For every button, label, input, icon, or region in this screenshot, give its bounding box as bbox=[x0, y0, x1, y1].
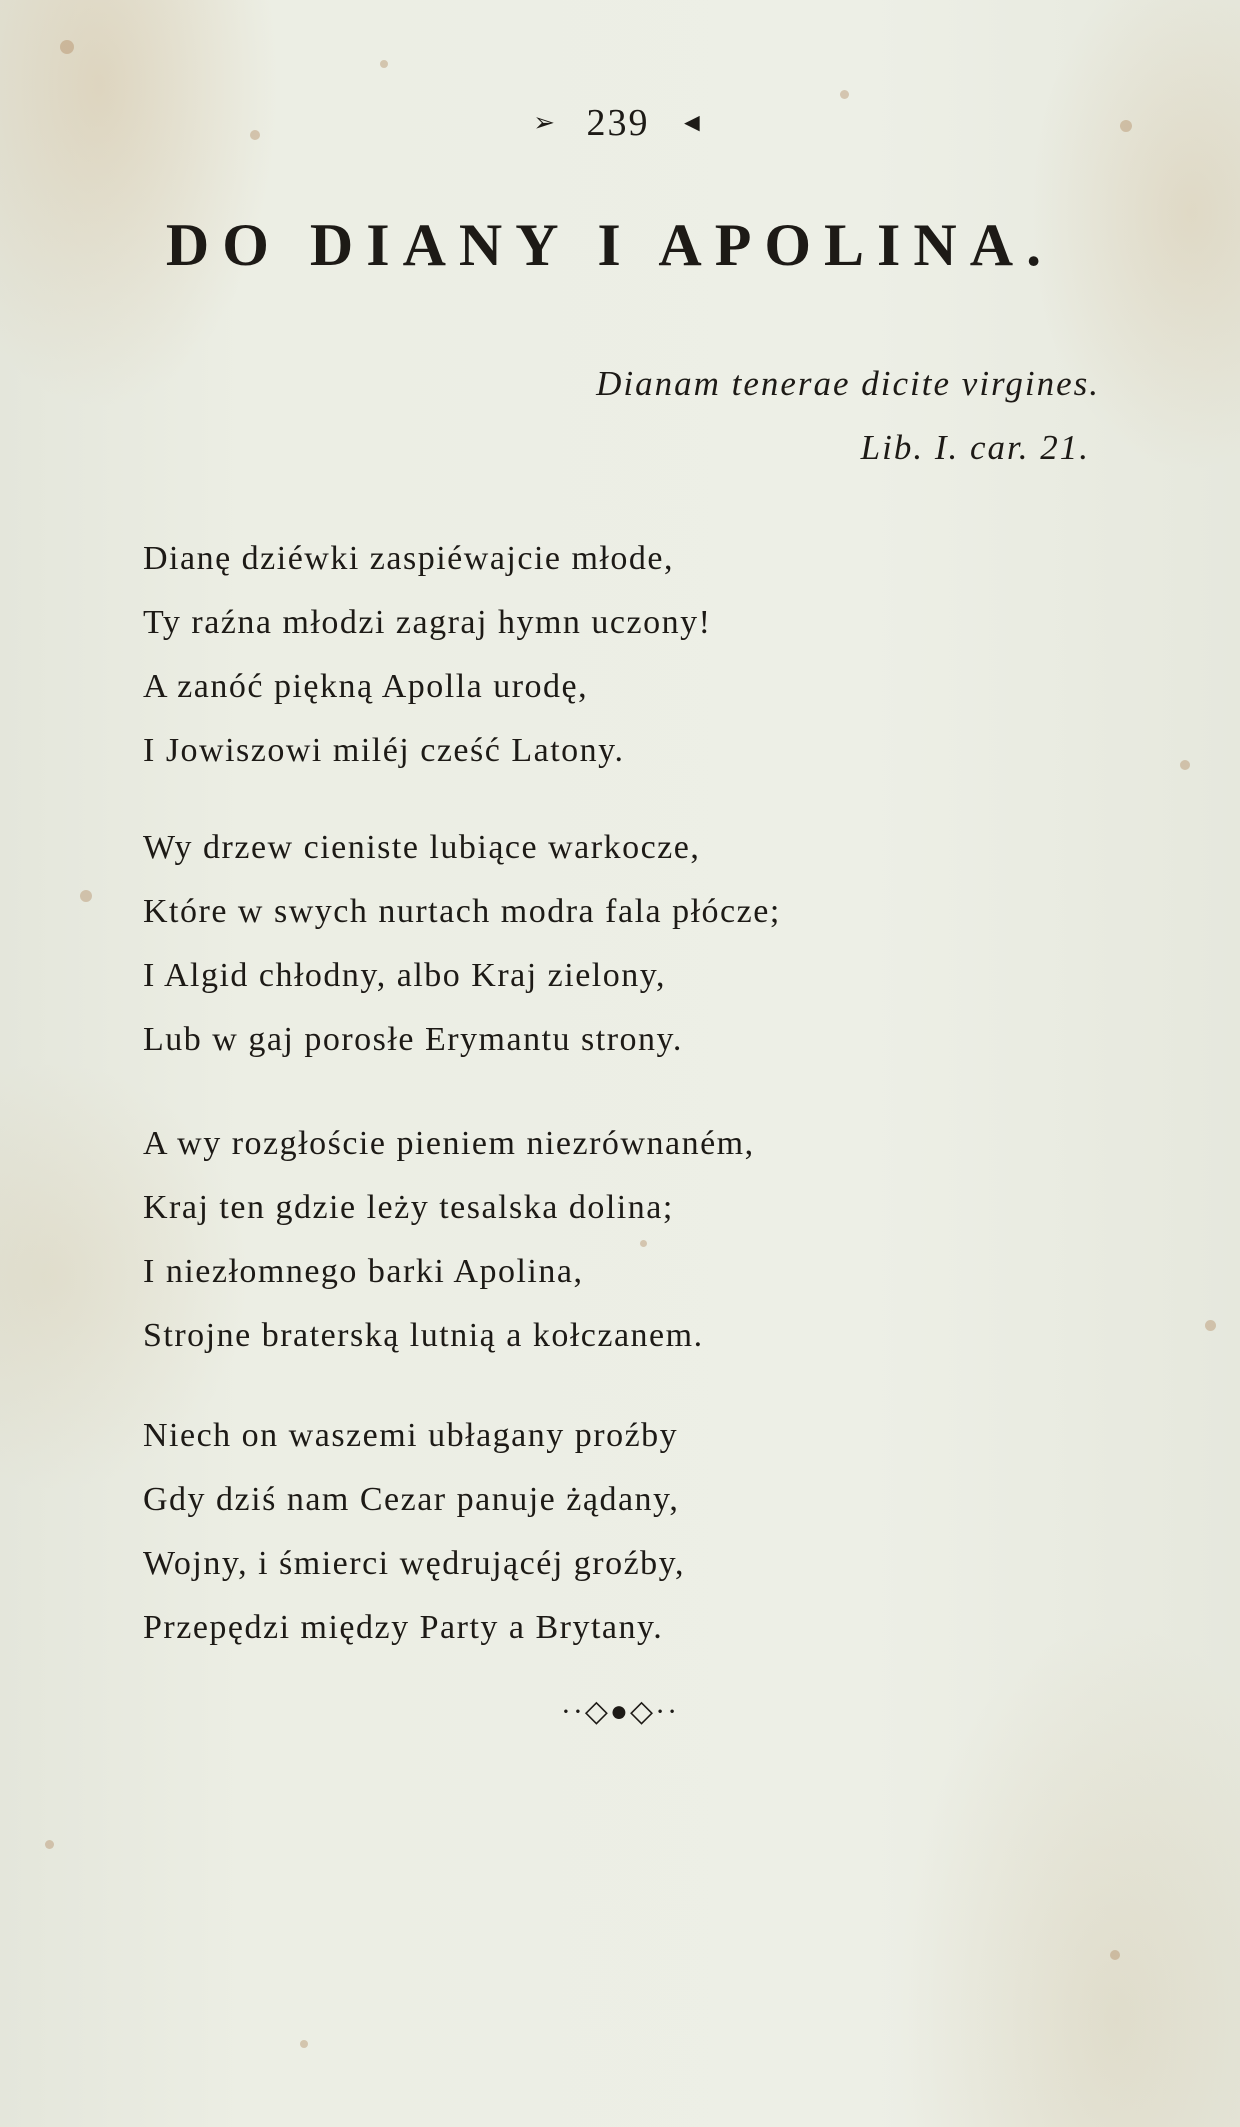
poem-line: A wy rozgłoście pieniem niezrównaném, bbox=[143, 1125, 755, 1162]
epigraph bbox=[596, 352, 1100, 480]
page-number-header bbox=[0, 98, 1240, 145]
poem-line: Gdy dziś nam Cezar panuje żądany, bbox=[143, 1481, 680, 1518]
poem-title: DO DIANY I APOLINA. bbox=[165, 212, 1055, 278]
poem-line: Niech on waszemi ubłagany proźby bbox=[143, 1417, 679, 1454]
stanza-2 bbox=[143, 816, 781, 1072]
page-number: 239 bbox=[586, 102, 650, 145]
poem-line: Lub w gaj porosłe Erymantu strony. bbox=[143, 1021, 683, 1058]
stanza-1 bbox=[143, 527, 711, 783]
tailpiece-ornament-icon: ··◇●◇·· bbox=[560, 1695, 680, 1728]
poem-line: Przepędzi między Party a Brytany. bbox=[143, 1609, 664, 1646]
poem-line: Kraj ten gdzie leży tesalska dolina; bbox=[143, 1189, 674, 1226]
poem-line: Strojne braterską lutnią a kołczanem. bbox=[143, 1317, 704, 1354]
stanza-3 bbox=[143, 1112, 755, 1368]
left-ornament-icon: ➢ bbox=[533, 108, 558, 138]
poem-line: Wojny, i śmierci wędrującéj groźby, bbox=[143, 1545, 685, 1582]
epigraph-quote: Dianam tenerae dicite virgines. bbox=[596, 364, 1100, 403]
stanza-4 bbox=[143, 1404, 685, 1660]
poem-line: I Algid chłodny, albo Kraj zielony, bbox=[143, 957, 667, 994]
right-ornament-icon: ◄ bbox=[679, 108, 707, 138]
poem-line: Które w swych nurtach modra fala płócze; bbox=[143, 893, 781, 930]
poem-line: I niezłomnego barki Apolina, bbox=[143, 1253, 584, 1290]
poem-line: Dianę dziéwki zaspiéwajcie młode, bbox=[143, 540, 674, 577]
epigraph-source: Lib. I. car. 21. bbox=[860, 428, 1090, 467]
poem-line: A zanóć piękną Apolla urodę, bbox=[143, 668, 589, 705]
poem-line: Ty raźna młodzi zagraj hymn uczony! bbox=[143, 604, 712, 641]
poem-line: Wy drzew cieniste lubiące warkocze, bbox=[143, 829, 701, 866]
poem-line: I Jowiszowi miléj cześć Latony. bbox=[143, 732, 625, 769]
